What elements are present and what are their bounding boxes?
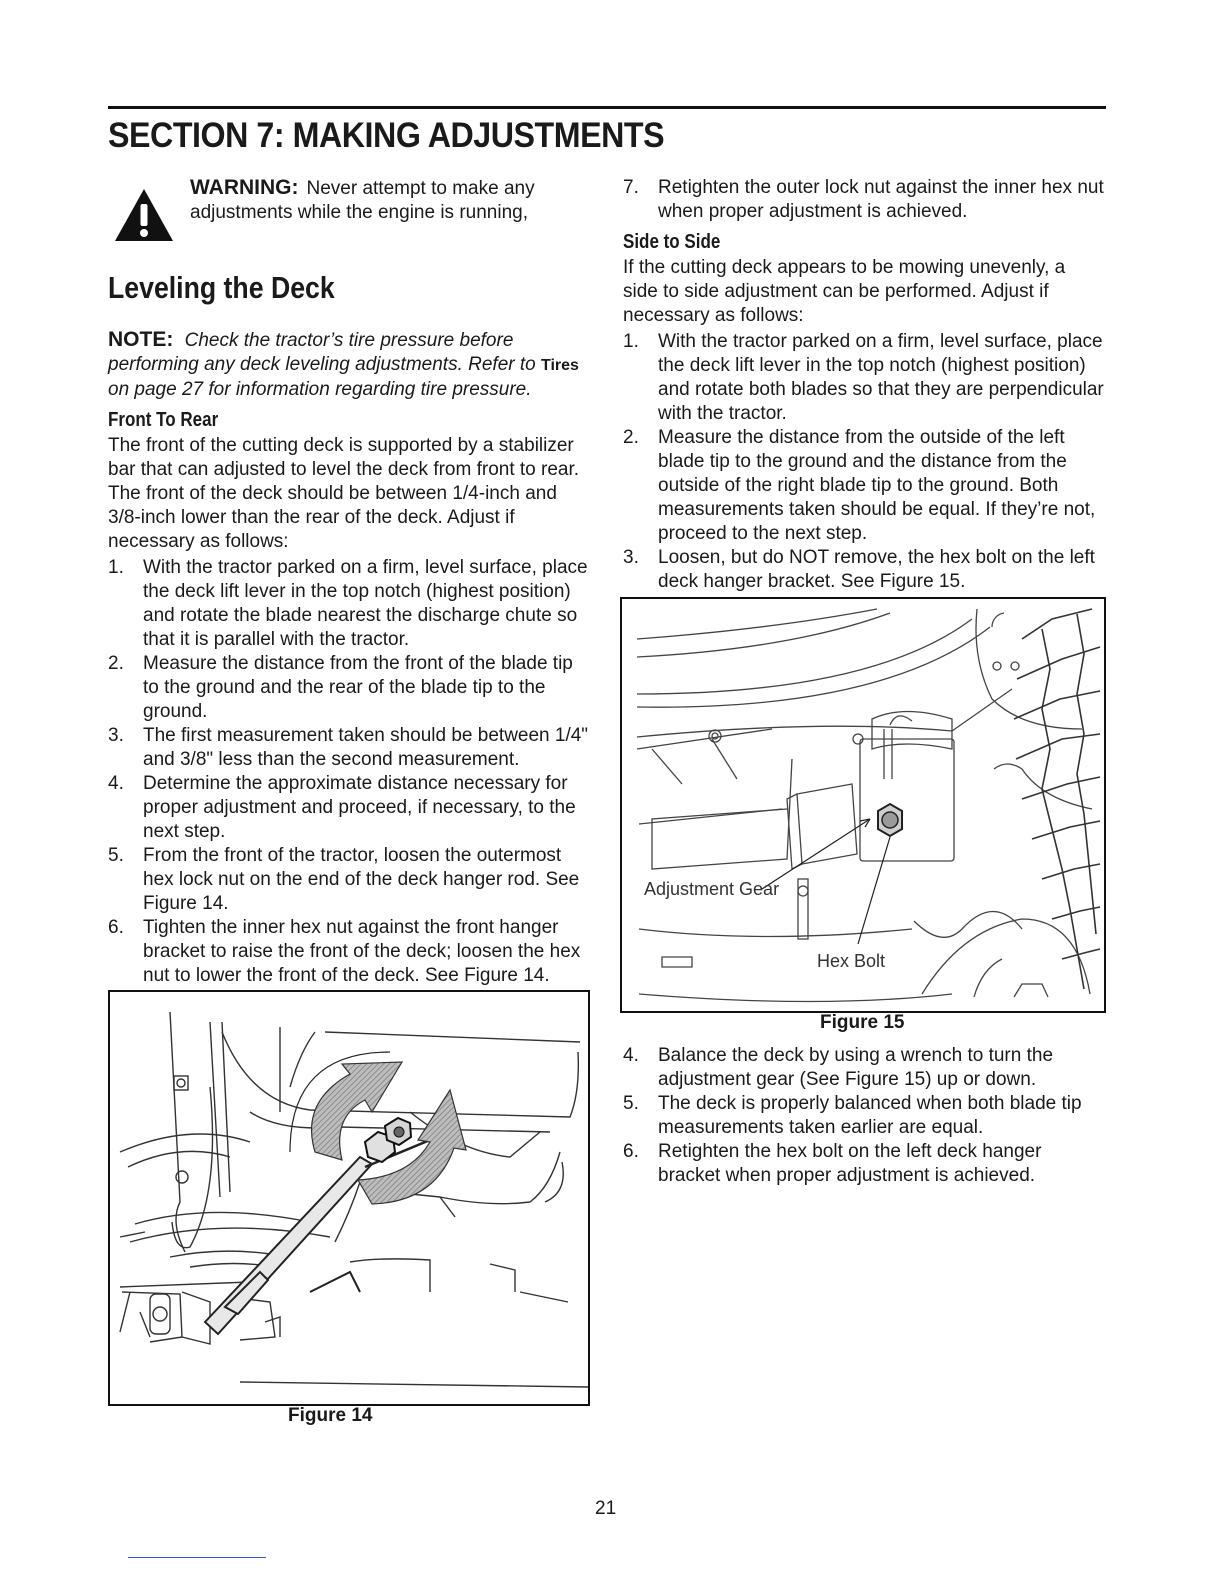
right-column <box>623 176 1105 594</box>
list-item: 5. The deck is properly balanced when both blade tip measurements taken earlier are equal. <box>623 1093 1082 1138</box>
list-item: 1. With the tractor parked on a firm, level surface, place the deck lift lever in the top notch (highest position) and rotate the blade nearest the discharge chute so that it is parallel with the tractor. <box>108 557 588 650</box>
warning-triangle-icon <box>114 188 174 242</box>
header-rule <box>108 106 1106 109</box>
list-item: 4. Balance the deck by using a wrench to turn the adjustment gear (See Figure 15) up or down. <box>623 1045 1054 1090</box>
front-to-rear-steps-continued <box>623 176 1105 224</box>
figure-15-caption: Figure 15 <box>820 1012 905 1033</box>
side-to-side-intro: If the cutting deck appears to be mowing unevenly, a side to side adjustment can be performed. Adjust if necessary as follows: <box>623 257 1066 326</box>
list-item: 1. With the tractor parked on a firm, level surface, place the deck lift lever in the top notch (highest position) and rotate both blades so that they are perpendicular with the tractor. <box>623 331 1104 424</box>
warning-label: WARNING: <box>190 176 299 199</box>
section-title: SECTION 7: MAKING ADJUSTMENTS <box>108 116 665 155</box>
note-block <box>108 328 590 402</box>
front-to-rear-intro: The front of the cutting deck is supported by a stabilizer bar that can adjusted to level the deck from front to rear. The front of the deck should be between 1/4-inch and 3/8-inch lower than the rear of the deck. Adjust if necessary as follows: <box>108 435 580 552</box>
list-item: 6. Retighten the hex bolt on the left deck hanger bracket when proper adjustment is achieved. <box>623 1141 1042 1186</box>
front-to-rear-steps <box>108 556 590 988</box>
list-item: 5. From the front of the tractor, loosen the outermost hex lock nut on the end of the deck hanger rod. See Figure 14. <box>108 845 580 914</box>
side-to-side-steps-continued <box>623 1044 1105 1188</box>
list-item: 6. Tighten the inner hex nut against the front hanger bracket to raise the front of the deck; loosen the hex nut to lower the front of the deck. See Figure 14. <box>108 917 581 986</box>
note-text-end: on page 27 for information regarding tire pressure. <box>108 379 532 400</box>
warning-text: Never attempt to make any adjustments while the engine is running, <box>190 178 535 223</box>
right-column-lower <box>623 1044 1105 1188</box>
front-to-rear-heading: Front To Rear <box>108 409 219 431</box>
figure-15 <box>620 597 1106 1013</box>
note-label: NOTE: <box>108 328 174 351</box>
figure-14 <box>108 990 590 1406</box>
list-item: 3. Loosen, but do NOT remove, the hex bolt on the left deck hanger bracket. See Figure 15. <box>623 547 1095 592</box>
side-to-side-steps <box>623 330 1105 594</box>
figure-15-illustration <box>622 599 1104 1011</box>
side-to-side-heading: Side to Side <box>623 231 721 253</box>
adjustment-gear-label: Adjustment Gear <box>644 879 780 899</box>
tires-reference: Tires <box>541 357 579 374</box>
page-number: 21 <box>595 1498 617 1519</box>
list-item: 2. Measure the distance from the outside of the left blade tip to the ground and the distance from the outside of the right blade tip to the ground. Both measurements taken should be equal. If they’re not, proceed to the next step. <box>623 427 1096 544</box>
footer-link-underline[interactable] <box>128 1557 266 1558</box>
note-text: Check the tractor’s tire pressure before performing any deck leveling adjustments. Refer to <box>108 330 536 375</box>
warning-block <box>108 176 590 248</box>
list-item: 3. The first measurement taken should be between 1/4" and 3/8" less than the second measurement. <box>108 725 589 770</box>
figure-14-illustration <box>110 992 588 1404</box>
hex-bolt-label: Hex Bolt <box>817 951 886 971</box>
figure-14-caption: Figure 14 <box>288 1405 373 1426</box>
list-item: 2. Measure the distance from the front of the blade tip to the ground and the rear of the blade tip to the ground. <box>108 653 573 722</box>
list-item: 4. Determine the approximate distance necessary for proper adjustment and proceed, if necessary, to the next step. <box>108 773 576 842</box>
left-column <box>108 176 590 988</box>
leveling-heading: Leveling the Deck <box>108 270 335 305</box>
list-item: 7. Retighten the outer lock nut against the inner hex nut when proper adjustment is achieved. <box>623 177 1104 222</box>
